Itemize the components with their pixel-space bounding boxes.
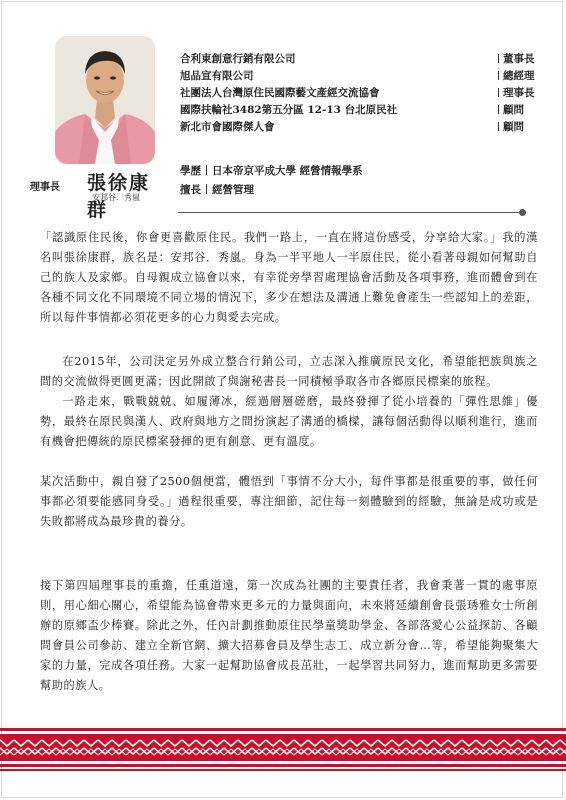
affiliation-role: 董事長 — [498, 51, 535, 68]
affiliation-org: 社團法人台灣原住民國際藝文產經交流協會 — [180, 87, 380, 99]
affiliation-role: 顧問 — [498, 119, 524, 136]
affiliation-org: 旭品宣有限公司 — [180, 70, 254, 82]
specialty-row — [180, 181, 363, 200]
affiliation-row — [180, 85, 540, 102]
paragraph-journey: 一路走來，戰戰兢兢、如履薄冰，經過層層磋磨，最終發揮了從小培養的「彈性思維」優勢，最終在原民與漢人、政府與地方之間扮演起了溝通的橋樑，讓每個活動得以順利進行，進而有機會把傳統的原民標案發揮的更有創意、更有溫度。 — [40, 395, 538, 448]
affiliation-org: 新北市會國際傑人會 — [180, 121, 275, 133]
affiliation-org: 國際扶輪社3482第五分區 12-13 台北原民社 — [180, 104, 398, 116]
education-value: 日本帝京平成大學 經營情報學系 — [212, 165, 363, 177]
separator — [206, 184, 207, 194]
profile-tribe-name: 安邦谷．秀嵐 — [92, 193, 140, 202]
affiliation-row — [180, 68, 540, 85]
paragraph-2015: 在2015年，公司決定另外成立整合行銷公司，立志深入推廣原民文化，希望能把族與族之間的交流做得更圓更滿；因此開啟了與謝秘書長一同積極爭取各市各鄉原民標案的旅程。 — [40, 355, 538, 388]
specialty-label: 擅長 — [180, 184, 201, 196]
affiliation-role: 理事長 — [498, 85, 535, 102]
separator — [206, 165, 207, 175]
header-divider — [178, 212, 520, 213]
decorative-zigzag-band — [0, 734, 566, 761]
paragraph-fourth-term: 接下第四屆理事長的重擔，任重道遠，第一次成為社團的主要責任者，我會秉著一貫的處事原則，用心細心關心，希望能為協會帶來更多元的力量與面向，未來將延續創會長張琇雅女士所創辦的原鄉盃少棒賽。除此之外，任內計劃推動原住民學童獎助學金、各部落愛心公益探訪、各顧問會員公司參訪、建立全新官網、擴大招募會員及學生志工、成立新分會…等，希望能夠聚集大家的力量，完成各項任務。大家一起幫助協會成長茁壯，一起學習共同努力，進而幫助更多需要幫助的族人。 — [40, 579, 538, 692]
affiliation-row — [180, 51, 540, 68]
affiliation-row — [180, 119, 540, 136]
education-block — [180, 162, 363, 200]
affiliation-role: 總經理 — [498, 68, 535, 85]
decorative-band-bottom-thin — [0, 769, 566, 771]
divider-dot — [519, 209, 526, 216]
education-row — [180, 162, 363, 181]
specialty-value: 經營管理 — [212, 184, 254, 196]
education-label: 學歷 — [180, 165, 201, 177]
affiliation-row — [180, 102, 540, 119]
affiliation-org: 合利東創意行銷有限公司 — [180, 53, 296, 65]
portrait-photo — [55, 36, 155, 164]
decorative-band-bottom — [0, 764, 566, 767]
affiliation-role: 顧問 — [498, 102, 524, 119]
decorative-band-top — [0, 728, 566, 731]
paragraph-bento: 某次活動中，親自發了2500個便當，體悟到「事情不分大小，每件事都是很重要的事，做任何事都必須要能感同身受。」過程很重要，專注細節，記住每一刻體驗到的經驗，無論是成功或是失敗都將成為最珍貴的養分。 — [40, 475, 538, 528]
profile-name: 張徐康群 — [87, 172, 151, 221]
profile-title: 理事長 — [30, 182, 60, 193]
paragraph-intro: 「認識原住民後，你會更喜歡原住民。我們一路上，一直在將這份感受，分享給大家。」我的漢名叫張徐康群，族名是：安邦谷．秀嵐。身為一半平地人一半原住民，從小看著母親如何幫助自己的族人及家鄉。自母親成立協會以來，有幸從旁學習處理協會活動及各項事務，進而體會到在各種不同文化不同環境不同立場的情況下，多少在想法及溝通上難免會產生一些認知上的差距，所以每件事情都必須花更多的心力與愛去完成。 — [40, 231, 538, 324]
affiliation-list — [180, 51, 540, 136]
profile-name-block — [30, 168, 170, 221]
